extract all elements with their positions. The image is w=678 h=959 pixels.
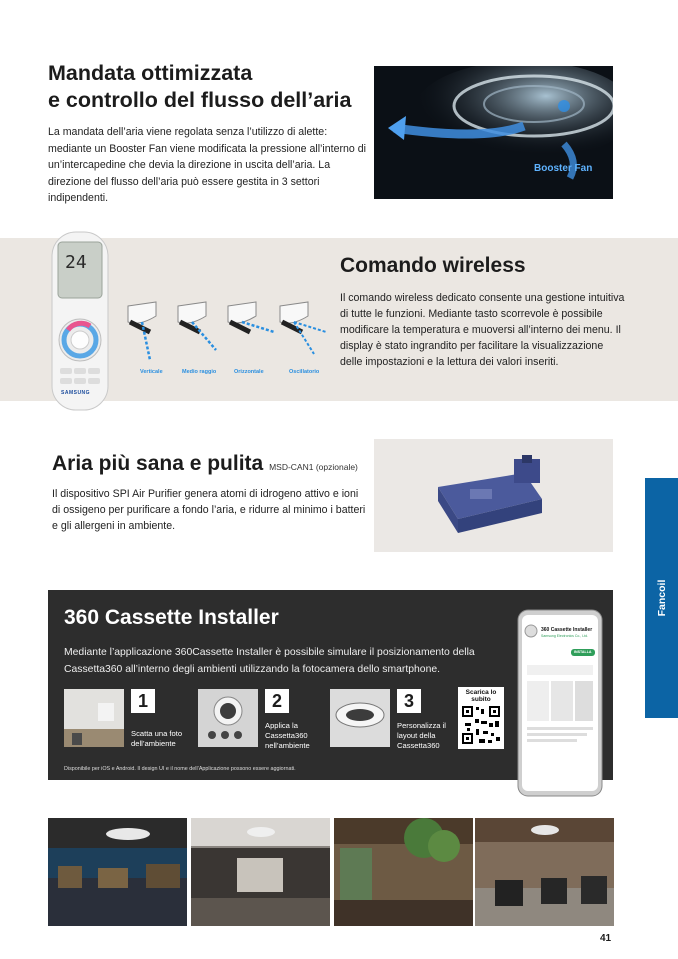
side-tab-label: Fancoil (655, 579, 668, 617)
step3-image (330, 689, 390, 747)
side-tab-fancoil (645, 478, 678, 718)
app-title: 360 Cassette Installer (64, 606, 279, 629)
mode-horizontal: Orizzontale (234, 369, 264, 375)
step2-image (198, 689, 258, 747)
airflow-title-line1: Mandata ottimizzata (48, 61, 253, 85)
booster-fan-label: Booster Fan (534, 163, 593, 174)
step1-caption: Scatta una foto dell’ambiente (131, 729, 183, 748)
remote-title: Comando wireless (340, 254, 526, 277)
qr-label: Scarica lo subito (465, 689, 497, 703)
booster-fan-image (374, 66, 613, 199)
page-number: 41 (600, 933, 612, 944)
step3-number: 3 (397, 689, 421, 713)
mode-medium-range: Medio raggio (182, 369, 217, 375)
qr-code-icon (461, 705, 501, 745)
airflow-title (48, 60, 368, 114)
airflow-modes (126, 292, 334, 380)
phone-app-company: Samsung Electronics Co., Ltd. (541, 634, 589, 638)
phone-install-button[interactable]: INSTALLA (574, 650, 592, 654)
photo-restaurant (48, 818, 187, 926)
airflow-title-line2: e controllo del flusso dell’aria (48, 88, 352, 112)
step1-number: 1 (131, 689, 155, 713)
photo-gym (475, 818, 614, 926)
download-qr-box[interactable] (458, 687, 504, 749)
app-disclaimer: Disponibile per iOS e Android. Il design UI e il nome dell’Applicazione possono essere aggiornati. (64, 766, 296, 772)
remote-display-value: 24 (65, 252, 87, 273)
photo-cafe (334, 818, 473, 926)
wireless-remote-image (50, 230, 110, 412)
phone-app-title: 360 Cassette Installer (541, 627, 593, 633)
app-body: Mediante l’applicazione 360Cassette Installer è possibile simulare il posizionamento della Cassetta360 all’interno degli ambienti utilizzando la fotocamera dello smartphone. (64, 647, 475, 675)
booster-fan-illustration (374, 66, 613, 199)
smartphone-mockup (517, 609, 603, 797)
step1-image (64, 689, 124, 747)
purifier-title (52, 452, 358, 476)
remote-brand: SAMSUNG (61, 390, 91, 396)
purifier-image (374, 439, 613, 552)
remote-body: Il comando wireless dedicato consente una gestione intuitiva di tutte le funzioni. Mediante tasto scorrevole è possibile modificare la temperatura e muoversi all’interno dei menu. Il display è stato ingrandito per facilitare la visualizzazione delle impostazioni e la lettura dei valori inseriti. (340, 292, 625, 368)
purifier-model: MSD-CAN1 (opzionale) (269, 462, 358, 472)
mode-oscillating: Oscillatorio (289, 369, 320, 375)
airflow-body: La mandata dell’aria viene regolata senza l’utilizzo di alette: mediante un Booster Fan viene modificata la pressione all’interno di un’intercapedine che devia la direzione in uscita dell’aria. La direzione del flusso dell’aria può essere gestita in 3 settori indipendenti. (48, 126, 366, 204)
mode-vertical: Verticale (140, 369, 163, 375)
purifier-title-text: Aria più sana e pulita (52, 452, 264, 475)
step3-caption: Personalizza il layout della Cassetta360 (397, 721, 446, 750)
step2-number: 2 (265, 689, 289, 713)
step2-caption: Applica la Cassetta360 nell’ambiente (265, 721, 310, 750)
photo-shop (191, 818, 330, 926)
purifier-body: Il dispositivo SPI Air Purifier genera atomi di idrogeno attivo e ioni di ossigeno per purificare a fondo l’aria, e ridurre al minimo i batteri e gli allergeni in ambiente. (52, 488, 366, 532)
airflow-modes-illustration (126, 292, 334, 380)
